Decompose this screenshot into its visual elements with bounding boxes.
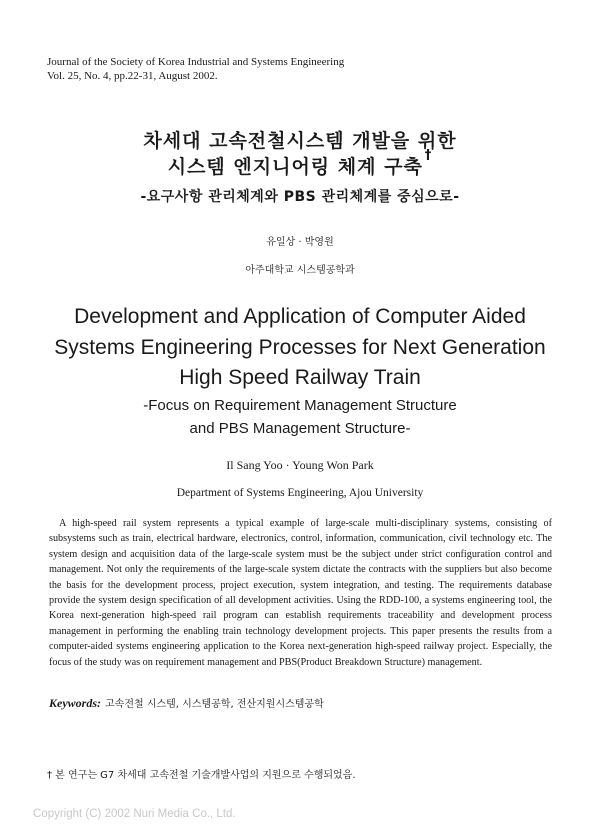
english-title-line2: Systems Engineering Processes for Next Generation: [54, 336, 546, 359]
english-subtitle-line2: and PBS Management Structure-: [189, 420, 411, 437]
journal-info: [47, 55, 344, 83]
keywords: [49, 695, 324, 711]
english-subtitle-line1: -Focus on Requirement Management Structure: [143, 397, 457, 414]
dagger-mark: †: [424, 148, 433, 163]
korean-subtitle: -요구사항 관리체계와 PBS 관리체계를 중심으로-: [140, 189, 460, 205]
korean-title-line2-text: 시스템 엔지니어링 체계 구축: [167, 156, 423, 178]
keywords-label: Keywords:: [49, 696, 101, 710]
korean-authors: 유일상 · 박영원: [266, 237, 334, 248]
journal-name: Journal of the Society of Korea Industrial and Systems Engineering: [47, 56, 345, 68]
korean-affiliation: 아주대학교 시스템공학과: [245, 265, 355, 276]
journal-volume: Vol. 25, No. 4, pp.22-31, August 2002.: [47, 70, 218, 82]
abstract: A high-speed rail system represents a typical example of large-scale multi-disciplinary systems, consisting of subsystems such as train, electrical hardware, electronics, control, information, communication, civil technology etc. The system design and acquisition data of the large-scale system must be the subject under strict configuration control and management. Not only the requirements of the large-scale system dictate the contracts with the suppliers but also become the basis for the development process, project execution, system integration, and testing. The requirements database provide the system design specification of all development activities. Using the RDD-100, a systems engineering tool, the Korea next-generation high-speed rail program can establish requirements traceability and development process management in performing the enabling train technology development projects. This paper presents the results from a computer-aided systems engineering application to the Korea next-generation high-speed railway project. Especially, the focus of the study was on requirement management and PBS(Product Breakdown Structure) management.: [49, 518, 552, 668]
english-authors: Il Sang Yoo · Young Won Park: [226, 458, 374, 472]
footnote: † 본 연구는 G7 차세대 고속전철 기술개발사업의 지원으로 수행되었음.: [47, 770, 356, 781]
keywords-values: 고속전철 시스템, 시스템공학, 전산지원시스템공학: [105, 699, 324, 710]
english-affiliation: Department of Systems Engineering, Ajou University: [176, 487, 424, 499]
english-title-line1: Development and Application of Computer Aided: [74, 305, 526, 328]
copyright-watermark: Copyright (C) 2002 Nuri Media Co., Ltd.: [33, 808, 236, 820]
korean-title-line1: 차세대 고속전철시스템 개발을 위한: [143, 130, 457, 152]
english-title-line3: High Speed Railway Train: [179, 366, 421, 389]
korean-title-line2: [0, 148, 600, 179]
